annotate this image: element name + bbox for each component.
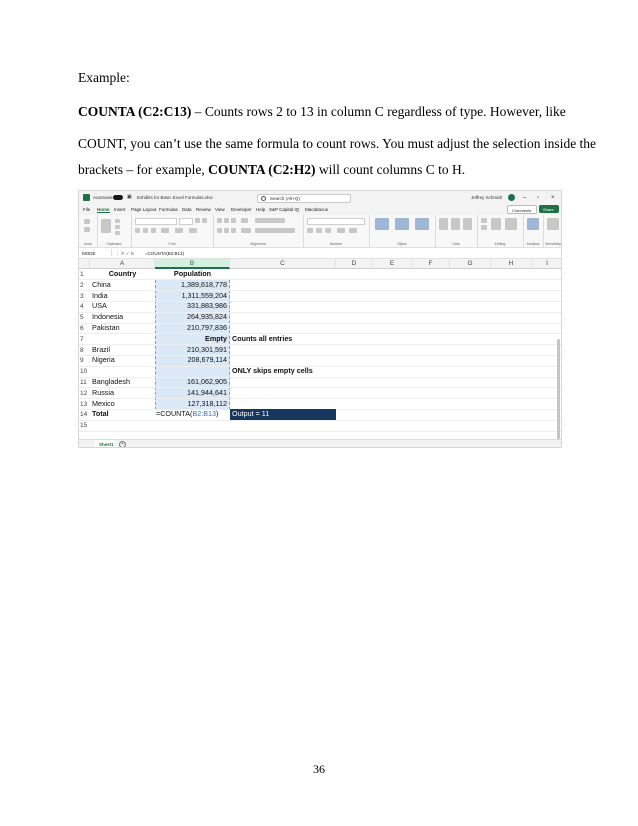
delete-cells-icon[interactable] [451, 218, 460, 230]
cell-c[interactable] [230, 388, 336, 399]
cell-b[interactable]: 331,883,986 [187, 301, 227, 311]
vertical-scrollbar[interactable] [557, 339, 560, 448]
ribbon-group-font [131, 215, 214, 247]
add-sheet-icon[interactable]: + [119, 441, 126, 448]
cell-a[interactable]: Nigeria [92, 355, 115, 365]
align-right-icon[interactable] [231, 228, 236, 233]
cell-c[interactable] [230, 291, 336, 302]
cell-b[interactable]: 141,944,641 [187, 387, 227, 397]
ribbon-label-analysis: Analysis [526, 242, 540, 246]
italic-icon[interactable] [143, 228, 148, 233]
autosave-toggle[interactable] [113, 195, 123, 200]
undo-icon[interactable] [84, 219, 90, 224]
tab-developer[interactable]: Developer [231, 207, 252, 212]
column-header-f[interactable]: F [412, 259, 450, 269]
ribbon-label-editing: Editing [494, 242, 506, 246]
cell-a[interactable] [90, 420, 155, 431]
worksheet-grid [79, 259, 561, 439]
cell-c[interactable] [230, 312, 336, 323]
tab-view[interactable]: View [215, 207, 225, 212]
row-header[interactable]: 7 [80, 335, 84, 343]
redo-icon[interactable] [84, 227, 90, 232]
orientation-icon[interactable] [241, 218, 248, 223]
row-header[interactable]: 14 [80, 411, 88, 419]
search-icon [261, 196, 266, 201]
cell-b[interactable] [155, 366, 230, 377]
ribbon-group-undo [79, 215, 98, 247]
counta-paragraph-line-3 [78, 162, 465, 178]
cell-a[interactable]: Russia [92, 387, 114, 397]
cell-a[interactable]: Pakistan [92, 323, 120, 332]
sensitivity-icon[interactable] [547, 218, 559, 230]
counta-description: – Counts rows 2 to 13 in column C regardless of type. However, like [191, 104, 566, 119]
counta-range-bold: COUNTA (C2:C13) [78, 104, 192, 119]
sheet-tab-bar [79, 439, 561, 448]
minimize-icon[interactable]: – [523, 195, 527, 201]
wrap-text-button[interactable] [255, 218, 285, 223]
cell-styles-icon[interactable] [415, 218, 429, 230]
ribbon-label-styles: Styles [397, 242, 407, 246]
counta-columns-bold: COUNTA (C2:H2) [208, 162, 316, 177]
currency-icon[interactable] [307, 228, 313, 233]
cell-c[interactable] [230, 420, 336, 431]
cell-a[interactable]: Total [92, 409, 109, 419]
row-header[interactable]: 6 [80, 325, 84, 332]
formula-range: B2:B13 [192, 409, 216, 419]
ribbon-group-editing [477, 215, 524, 247]
save-icon[interactable]: ▣ [127, 194, 132, 200]
ribbon-label-alignment: Alignment [250, 242, 266, 246]
fill-color-icon[interactable] [175, 228, 183, 233]
cut-icon[interactable] [115, 219, 120, 223]
cell-b[interactable]: 1,311,559,204 [181, 290, 227, 300]
column-header-a[interactable]: A [90, 259, 155, 269]
select-all-corner[interactable] [79, 259, 90, 269]
decrease-font-icon[interactable] [202, 218, 207, 223]
cell-c[interactable] [230, 301, 336, 312]
example-heading: Example: [78, 70, 130, 85]
fill-icon[interactable] [481, 225, 487, 230]
fx-icon[interactable]: ⋮ ✕ ✓ fx [115, 251, 135, 256]
ribbon-group-number [303, 215, 370, 247]
share-button[interactable] [539, 205, 559, 213]
borders-icon[interactable] [161, 228, 169, 233]
percent-icon[interactable] [316, 228, 322, 233]
indent-icon[interactable] [241, 228, 251, 233]
bold-icon[interactable] [135, 228, 140, 233]
column-header-h[interactable]: H [491, 259, 532, 269]
cell-b[interactable]: Empty [205, 333, 227, 343]
page-number: 36 [313, 762, 325, 776]
cell-a[interactable]: China [92, 279, 111, 289]
font-size-select[interactable] [179, 218, 193, 225]
cell-b[interactable] [155, 409, 230, 420]
autosum-icon[interactable] [481, 218, 487, 223]
row-header[interactable]: 12 [80, 389, 88, 397]
ribbon-group-sensitivity [543, 215, 562, 247]
ribbon-group-styles [369, 215, 436, 247]
formula-prefix: =COUNTA( [156, 409, 193, 419]
cell-c[interactable] [230, 345, 336, 356]
cell-c[interactable] [230, 323, 336, 334]
ribbon-label-cells: Cells [452, 242, 460, 246]
tab-help[interactable]: Help [256, 207, 266, 212]
tab-insert[interactable]: Insert [114, 207, 126, 212]
cell-c[interactable] [230, 280, 336, 291]
search-placeholder: Search (Alt+Q) [270, 196, 300, 201]
ribbon-group-analysis [523, 215, 544, 247]
sheet-tab-label: Sheet1 [99, 442, 114, 447]
cell-b[interactable]: 1,389,618,778 [181, 279, 227, 289]
ribbon-label-undo: Undo [83, 242, 93, 246]
align-center-icon[interactable] [224, 228, 229, 233]
counta-paragraph-line-1 [78, 104, 566, 120]
tab-home[interactable]: Home [97, 207, 110, 212]
column-header-d[interactable]: D [336, 259, 373, 269]
ribbon [79, 215, 561, 248]
comments-button[interactable] [507, 205, 537, 214]
align-left-icon[interactable] [217, 228, 222, 233]
formula-bar [79, 248, 561, 259]
cell-a[interactable]: Mexico [92, 398, 115, 408]
row-header[interactable]: 15 [80, 422, 88, 430]
cell-a[interactable]: USA [92, 301, 107, 311]
cell-a[interactable]: Country [108, 269, 137, 278]
underline-icon[interactable] [151, 228, 156, 233]
columns-text: will count columns C to H. [315, 162, 466, 177]
cell-a[interactable]: Bangladesh [92, 377, 130, 386]
tab-data[interactable]: Data [182, 207, 192, 212]
user-name: Jeffrey Schmidt [471, 195, 502, 200]
decrease-decimal-icon[interactable] [349, 228, 357, 233]
increase-font-icon[interactable] [195, 218, 200, 223]
formula-suffix: ) [215, 409, 219, 419]
find-select-icon[interactable] [505, 218, 517, 230]
excel-title-bar [79, 191, 561, 204]
column-header-e[interactable]: E [373, 259, 412, 269]
cell-c[interactable]: ONLY skips empty cells [232, 366, 313, 376]
column-header-i[interactable]: I [532, 259, 562, 269]
tab-review[interactable]: Review [196, 207, 211, 212]
comments-label: Comments [512, 208, 532, 213]
cell-c[interactable] [230, 355, 336, 366]
ribbon-tabs [79, 204, 561, 215]
align-top-icon[interactable] [217, 218, 222, 223]
close-icon[interactable]: × [551, 195, 555, 201]
insert-cells-icon[interactable] [439, 218, 448, 230]
cell-a[interactable]: India [92, 290, 108, 300]
row-header[interactable]: 3 [80, 292, 84, 300]
column-header-c[interactable]: C [230, 259, 336, 269]
tab-macabacus[interactable]: Macabacus [305, 207, 329, 212]
comma-icon[interactable] [325, 228, 331, 233]
font-name-select[interactable] [135, 218, 177, 225]
name-box[interactable] [81, 249, 112, 256]
row-header[interactable]: 11 [80, 379, 87, 386]
paste-icon[interactable] [101, 219, 111, 233]
name-box-value: MODE [82, 251, 96, 256]
cell-a[interactable] [90, 366, 155, 377]
row-header[interactable]: 4 [80, 303, 84, 311]
analyze-data-icon[interactable] [527, 218, 539, 230]
cell-c[interactable]: Counts all entries [232, 333, 293, 343]
ribbon-group-alignment [213, 215, 304, 247]
cell-b[interactable] [155, 420, 230, 431]
ribbon-label-number: Number [329, 242, 343, 246]
tab-formulas[interactable]: Formulas [159, 207, 178, 212]
font-color-icon[interactable] [189, 228, 197, 233]
file-name: Exhibits for Basic Excel Formulas.xlsx [137, 195, 213, 200]
column-header-b[interactable]: B [155, 259, 230, 269]
share-label: Share [543, 207, 554, 212]
counta-paragraph-line-2: COUNT, you can’t use the same formula to count rows. You must adjust the selection inside the [78, 136, 597, 151]
cell-a[interactable]: Indonesia [92, 312, 124, 322]
cell-b[interactable]: 210,797,836 [187, 323, 227, 332]
align-middle-icon[interactable] [224, 218, 229, 223]
row-header[interactable]: 1 [80, 271, 84, 278]
cell-c[interactable] [230, 269, 336, 280]
cell-b[interactable]: 264,935,824 [187, 312, 227, 322]
ribbon-group-clipboard [97, 215, 132, 247]
sheet-tab-sheet1[interactable] [95, 440, 115, 448]
tab-page-layout[interactable]: Page Layout [131, 207, 157, 212]
cell-b[interactable]: 208,679,114 [187, 355, 227, 365]
cell-b[interactable]: 161,062,905 [187, 377, 227, 386]
avatar[interactable] [508, 194, 515, 201]
increase-decimal-icon[interactable] [337, 228, 345, 233]
sort-filter-icon[interactable] [491, 218, 501, 230]
cell-a[interactable] [90, 334, 155, 345]
column-header-g[interactable]: G [450, 259, 491, 269]
excel-logo-icon [83, 194, 90, 201]
tab-sp-capital-iq[interactable]: S&P Capital IQ [269, 207, 300, 212]
maximize-icon[interactable]: ▫ [537, 195, 540, 201]
row-header[interactable]: 13 [80, 400, 88, 408]
ribbon-label-clipboard: Clipboard [106, 242, 122, 246]
format-cells-icon[interactable] [463, 218, 472, 230]
merge-center-button[interactable] [255, 228, 295, 233]
cell-c[interactable] [230, 399, 336, 410]
copy-icon[interactable] [115, 225, 120, 229]
cell-b[interactable]: 210,301,591 [187, 344, 227, 354]
brackets-text: brackets – for example, [78, 162, 209, 177]
autosave-label: AutoSave [93, 195, 113, 200]
tab-file[interactable]: File [83, 207, 91, 212]
ribbon-label-sensitivity: Sensitivity [545, 242, 561, 246]
conditional-formatting-icon[interactable] [375, 218, 389, 230]
row-header[interactable]: 5 [80, 314, 84, 322]
cell-b[interactable]: 127,318,112 [187, 398, 227, 408]
row-header[interactable]: 8 [80, 346, 84, 354]
row-header[interactable]: 2 [80, 281, 84, 289]
excel-screenshot [78, 190, 562, 448]
cell-c[interactable] [230, 377, 336, 388]
cell-a[interactable]: Brazil [92, 344, 110, 354]
format-as-table-icon[interactable] [395, 218, 409, 230]
number-format-select[interactable] [307, 218, 365, 225]
format-painter-icon[interactable] [115, 231, 120, 235]
search-input[interactable] [257, 194, 351, 203]
align-bottom-icon[interactable] [231, 218, 236, 223]
row-header[interactable]: 9 [80, 357, 84, 365]
formula-input[interactable]: =COUNTA(B2:B13) [145, 251, 185, 256]
output-cell[interactable]: Output = 11 [230, 409, 336, 420]
ribbon-label-font: Font [168, 242, 176, 246]
ribbon-group-cells [435, 215, 478, 247]
cell-b[interactable]: Population [173, 269, 212, 278]
row-header[interactable]: 10 [80, 368, 88, 376]
